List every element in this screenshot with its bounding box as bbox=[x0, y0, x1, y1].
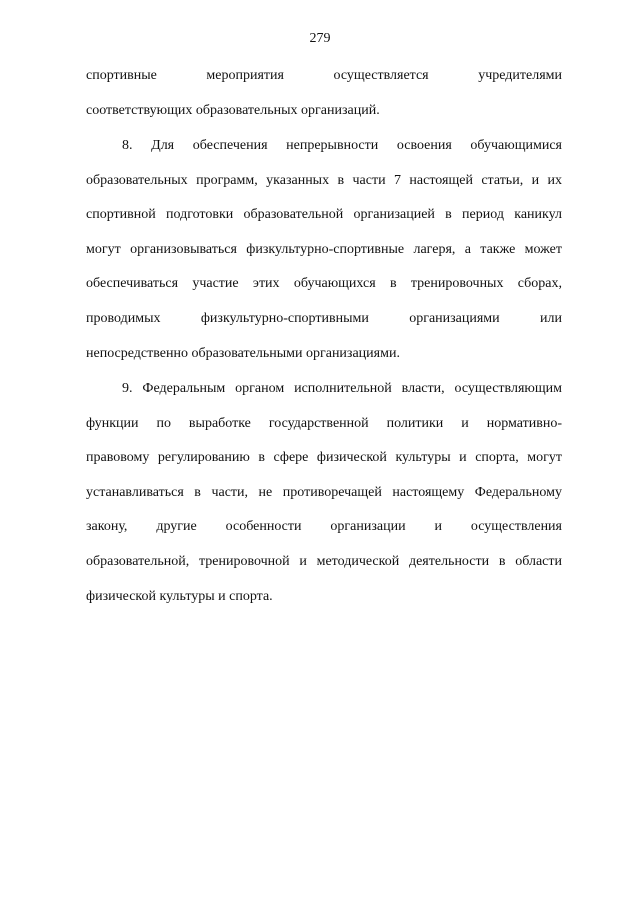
paragraph-line: 9. Федеральным органом исполнительной власти, осуществляющим bbox=[122, 381, 562, 396]
paragraph-line: образовательных программ, указанных в части 7 настоящей статьи, и их bbox=[86, 172, 562, 188]
paragraph-line: обеспечиваться участие этих обучающихся в тренировочных сборах, bbox=[86, 276, 562, 292]
paragraph-line: физической культуры и спорта. bbox=[86, 588, 273, 604]
paragraph-line: проводимых физкультурно-спортивными организациями или bbox=[86, 310, 562, 326]
paragraph-line: 8. Для обеспечения непрерывности освоения обучающимися bbox=[122, 138, 562, 153]
paragraph-line: спортивные мероприятия осуществляется учредителями bbox=[86, 68, 562, 83]
paragraph-line: правовому регулированию в сфере физической культуры и спорта, могут bbox=[86, 450, 562, 466]
paragraph-line: соответствующих образовательных организаций. bbox=[86, 102, 380, 118]
continuation-paragraph bbox=[86, 59, 562, 128]
paragraph-line: непосредственно образовательными организациями. bbox=[86, 345, 400, 361]
page-number: 279 bbox=[309, 31, 331, 46]
paragraph-line: устанавливаться в части, не противоречащей настоящему Федеральному bbox=[86, 484, 562, 500]
paragraph-line: закону, другие особенности организации и осуществления bbox=[86, 519, 562, 535]
paragraph-line: могут организовываться физкультурно-спортивные лагеря, а также может bbox=[86, 241, 562, 257]
paragraph-line: спортивной подготовки образовательной организацией в период каникул bbox=[86, 207, 562, 223]
paragraph-8 bbox=[86, 129, 562, 371]
paragraph-line: функции по выработке государственной политики и нормативно- bbox=[86, 415, 562, 431]
paragraph-9 bbox=[86, 372, 562, 614]
paragraph-line: образовательной, тренировочной и методической деятельности в области bbox=[86, 553, 562, 569]
